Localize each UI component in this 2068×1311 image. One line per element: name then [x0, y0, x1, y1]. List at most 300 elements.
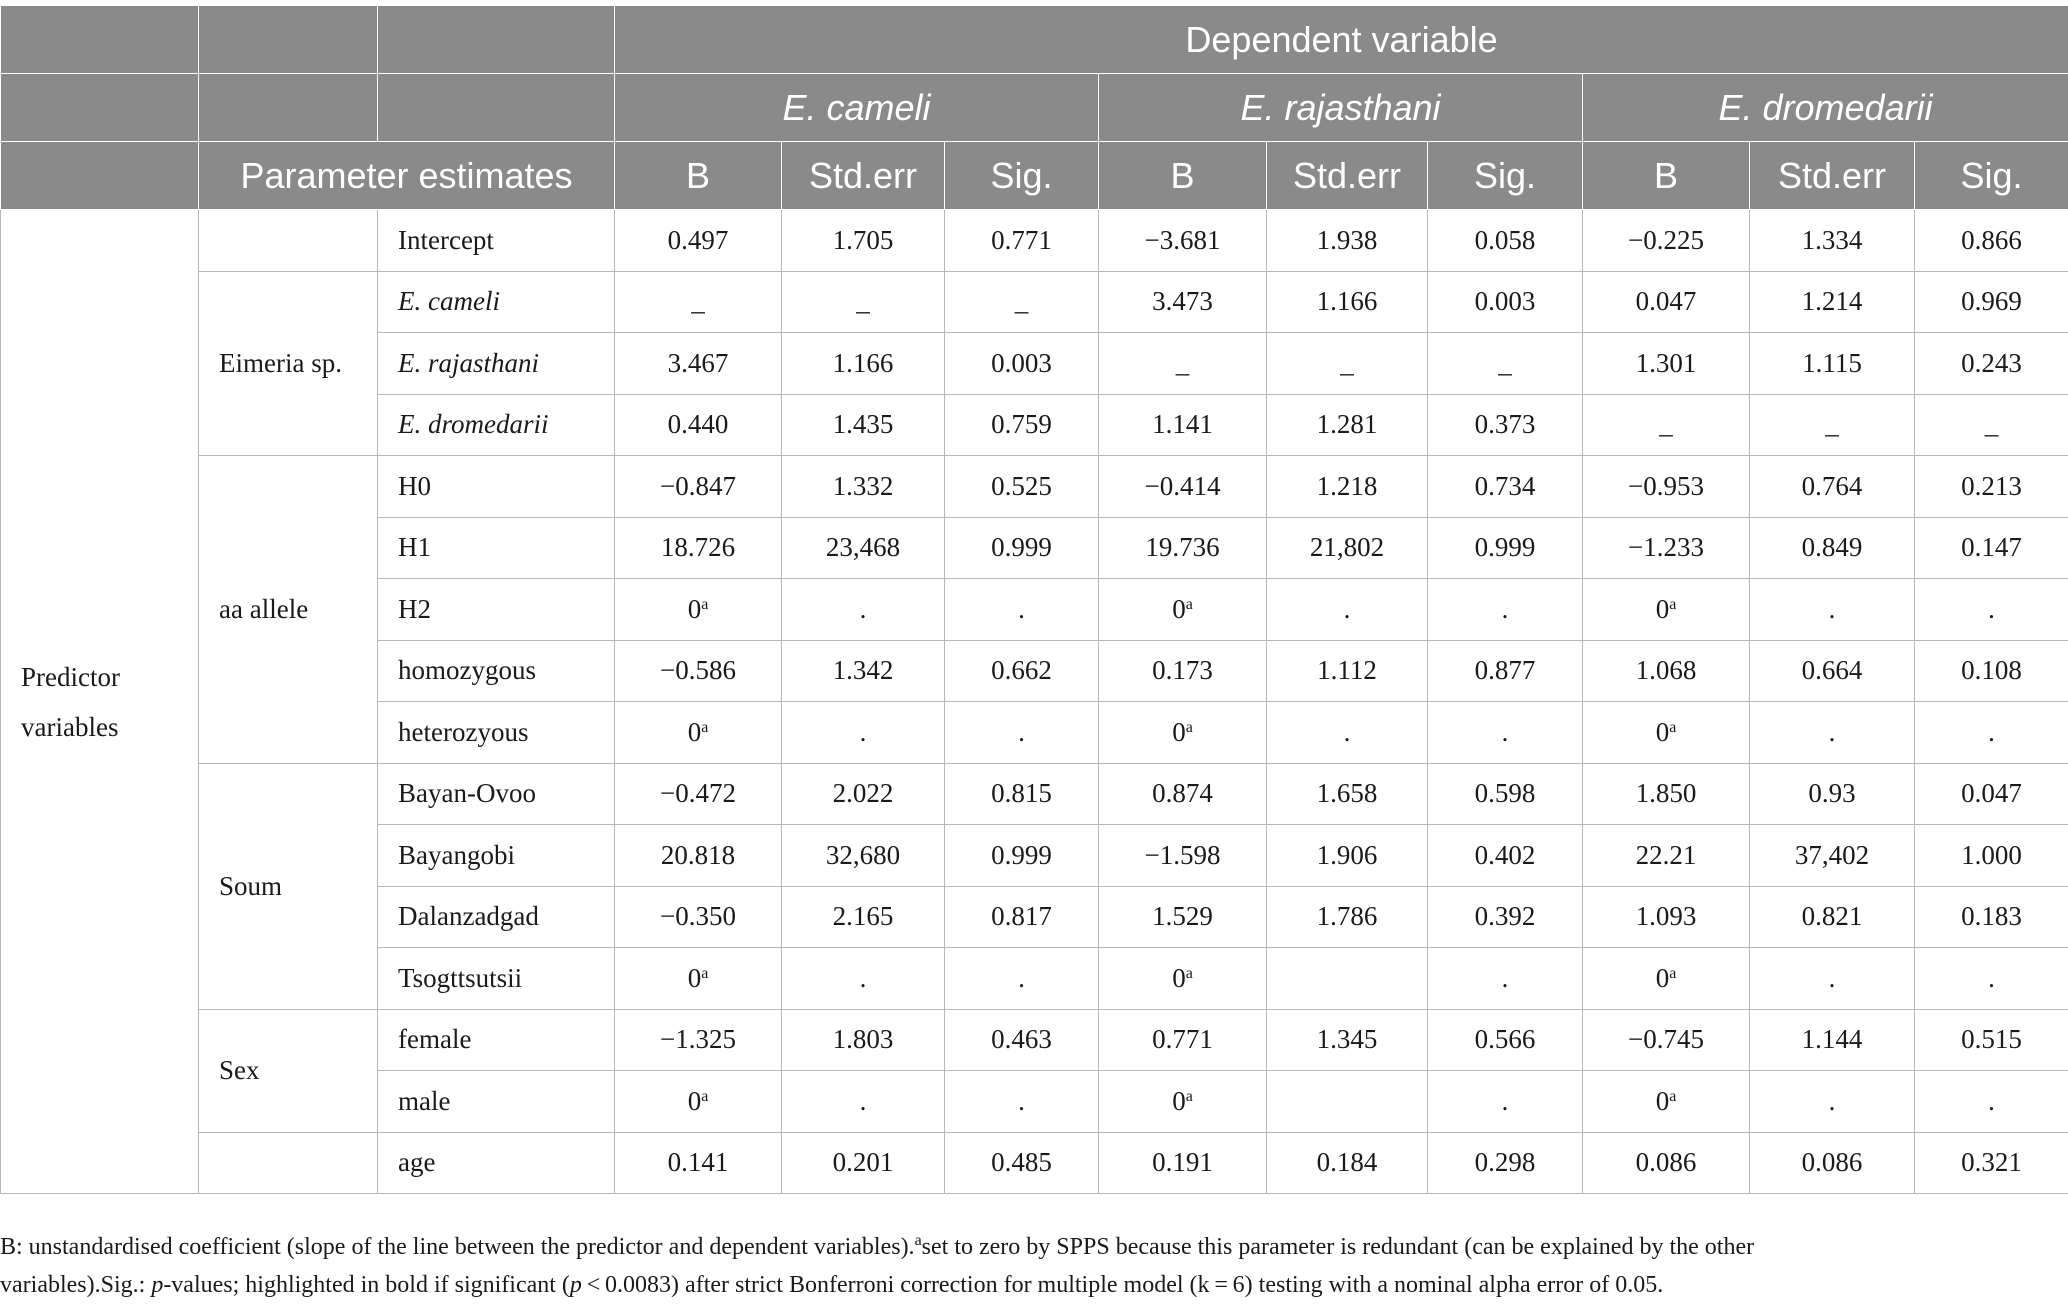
value-cell — [1583, 579, 1750, 641]
value-cell — [1583, 825, 1750, 887]
table-body — [1, 210, 2068, 1194]
cell-value: 0.771 — [991, 224, 1052, 255]
value-cell — [1099, 579, 1267, 641]
superscript-a: a — [1669, 964, 1677, 982]
cell-value: 0.999 — [991, 839, 1052, 870]
cell-value: 19.736 — [1145, 532, 1220, 563]
footnote-text: < 0.0083) after strict Bonferroni correction for multiple model (k = 6) testing with a nominal alpha error of 0.05. — [581, 1272, 1664, 1298]
superscript-a: a — [1669, 595, 1677, 613]
value-cell — [1583, 640, 1750, 702]
cell-value: 0.815 — [991, 778, 1052, 809]
parameter-estimates-table — [0, 5, 2068, 1194]
row-label: age — [378, 1132, 615, 1194]
value-cell — [615, 333, 782, 395]
value-cell — [1267, 763, 1428, 825]
cell-value: _ — [1498, 347, 1512, 378]
value-cell — [1267, 948, 1428, 1010]
cell-value: −0.472 — [660, 778, 736, 809]
cell-value: _ — [1659, 409, 1673, 440]
cell-value: 1.658 — [1316, 778, 1378, 809]
cell-value: . — [1828, 1085, 1836, 1116]
cell-value: 37,402 — [1794, 839, 1870, 870]
table-row — [1, 1132, 2068, 1194]
cell-value: 1.938 — [1316, 224, 1378, 255]
value-cell — [1099, 271, 1267, 333]
cell-value: . — [1828, 962, 1836, 993]
value-cell — [1267, 640, 1428, 702]
cell-value: 0.243 — [1961, 347, 2022, 378]
table-row — [1, 1009, 2068, 1071]
cell-value: . — [1343, 716, 1351, 747]
cell-value: 0.108 — [1961, 655, 2022, 686]
value-cell — [945, 517, 1099, 579]
cell-value: 2.165 — [832, 901, 894, 932]
row-label: H1 — [378, 517, 615, 579]
row-label: Intercept — [378, 210, 615, 272]
value-cell — [782, 210, 945, 272]
cell-value: −1.233 — [1628, 532, 1704, 563]
value-cell — [1428, 640, 1583, 702]
value-cell — [945, 456, 1099, 518]
col-sig: Sig. — [945, 142, 1099, 210]
cell-value: 0.93 — [1808, 778, 1856, 809]
cell-value: 0.183 — [1961, 901, 2022, 932]
cell-value: 0.392 — [1474, 901, 1536, 932]
value-cell — [1915, 517, 2068, 579]
cell-value: 0.662 — [991, 655, 1052, 686]
value-cell — [1267, 702, 1428, 764]
value-cell — [1428, 825, 1583, 887]
cell-value: 0.373 — [1474, 409, 1536, 440]
value-cell — [1099, 517, 1267, 579]
cell-value: . — [1018, 1085, 1025, 1116]
table-row — [1, 210, 2068, 272]
value-cell — [1583, 886, 1750, 948]
row-label: heterozyous — [378, 702, 615, 764]
cell-value: 0 — [687, 1085, 702, 1116]
value-cell — [1583, 948, 1750, 1010]
value-cell — [1915, 271, 2068, 333]
value-cell — [1915, 886, 2068, 948]
cell-value: 0 — [687, 593, 702, 624]
cell-value: . — [1501, 593, 1509, 624]
parameter-estimates-header: Parameter estimates — [199, 142, 615, 210]
cell-value: −1.598 — [1144, 839, 1221, 870]
cell-value: 0 — [687, 962, 702, 993]
footnote-text: B: unstandardised coefficient (slope of the line between the predictor and dependent variables). — [0, 1234, 915, 1260]
value-cell — [1099, 1071, 1267, 1133]
value-cell — [1099, 886, 1267, 948]
value-cell — [615, 394, 782, 456]
cell-value: 1.803 — [832, 1024, 894, 1055]
value-cell — [1915, 456, 2068, 518]
table-footnote — [0, 1228, 2068, 1304]
value-cell — [945, 825, 1099, 887]
value-cell — [1915, 210, 2068, 272]
col-sig: Sig. — [1915, 142, 2068, 210]
value-cell — [945, 333, 1099, 395]
cell-value: . — [859, 1085, 867, 1116]
cell-value: 0 — [1172, 593, 1186, 624]
value-cell — [1915, 825, 2068, 887]
cell-value: 0.525 — [991, 470, 1052, 501]
value-cell — [1750, 210, 1915, 272]
cell-value: 1.141 — [1152, 409, 1213, 440]
value-cell — [1267, 825, 1428, 887]
value-cell — [1750, 1009, 1915, 1071]
value-cell — [615, 825, 782, 887]
cell-value: 0.058 — [1474, 224, 1536, 255]
row-label: Bayan-Ovoo — [378, 763, 615, 825]
cell-value: 0.764 — [1801, 470, 1863, 501]
value-cell — [1750, 271, 1915, 333]
superscript-a: a — [701, 595, 709, 613]
value-cell — [945, 948, 1099, 1010]
col-b: B — [615, 142, 782, 210]
superscript-a: a — [1669, 1087, 1677, 1105]
value-cell — [782, 333, 945, 395]
value-cell — [1267, 210, 1428, 272]
value-cell — [1583, 763, 1750, 825]
cell-value: 1.334 — [1801, 224, 1863, 255]
cell-value: . — [1988, 962, 1995, 993]
value-cell — [1428, 517, 1583, 579]
header-blank — [1, 6, 199, 74]
cell-value: 0.173 — [1152, 655, 1213, 686]
cell-value: 0.817 — [991, 901, 1052, 932]
value-cell — [615, 456, 782, 518]
cell-value: 1.705 — [832, 224, 894, 255]
cell-value: . — [1501, 962, 1509, 993]
superscript-a: a — [701, 964, 709, 982]
value-cell — [1267, 886, 1428, 948]
value-cell — [782, 1071, 945, 1133]
value-cell — [1428, 1132, 1583, 1194]
cell-value: 1.068 — [1635, 655, 1697, 686]
value-cell — [945, 579, 1099, 641]
value-cell — [615, 271, 782, 333]
value-cell — [1099, 640, 1267, 702]
row-label: H2 — [378, 579, 615, 641]
value-cell — [615, 1071, 782, 1133]
value-cell — [1099, 948, 1267, 1010]
value-cell — [1915, 579, 2068, 641]
row-label: male — [378, 1071, 615, 1133]
cell-value: 0.047 — [1961, 778, 2022, 809]
cell-value: 2.022 — [832, 778, 894, 809]
cell-value: . — [1988, 716, 1995, 747]
value-cell — [1267, 271, 1428, 333]
cell-value: 0.184 — [1316, 1147, 1378, 1178]
superscript-a: a — [701, 1087, 709, 1105]
cell-value: _ — [856, 286, 870, 317]
value-cell — [1750, 886, 1915, 948]
value-cell — [615, 886, 782, 948]
superscript-a: a — [1185, 595, 1193, 613]
cell-value: . — [859, 716, 867, 747]
value-cell — [782, 271, 945, 333]
cell-value: −0.350 — [660, 901, 736, 932]
value-cell — [1583, 1009, 1750, 1071]
cell-value: 23,468 — [825, 532, 901, 563]
value-cell — [615, 1009, 782, 1071]
cell-value: 0.321 — [1961, 1147, 2022, 1178]
cell-value: 0.598 — [1474, 778, 1536, 809]
cell-value: 1.435 — [832, 409, 894, 440]
cell-value: 0.402 — [1474, 839, 1536, 870]
cell-value: 0.047 — [1635, 286, 1697, 317]
value-cell — [782, 763, 945, 825]
cell-value: 1.115 — [1802, 347, 1862, 378]
value-cell — [1428, 763, 1583, 825]
value-cell — [1915, 702, 2068, 764]
value-cell — [1750, 517, 1915, 579]
value-cell — [1267, 333, 1428, 395]
cell-value: _ — [1984, 409, 1999, 440]
cell-value: 1.144 — [1801, 1024, 1863, 1055]
row-label: E. dromedarii — [378, 394, 615, 456]
cell-value: 3.467 — [667, 347, 729, 378]
cell-value: 18.726 — [660, 532, 736, 563]
cell-value: 0.440 — [667, 409, 729, 440]
col-std-err: Std.err — [1750, 142, 1915, 210]
value-cell — [1428, 394, 1583, 456]
cell-value: 1.281 — [1316, 409, 1378, 440]
value-cell — [945, 763, 1099, 825]
cell-value: 1.786 — [1316, 901, 1378, 932]
cell-value: −1.325 — [660, 1024, 736, 1055]
superscript-a: a — [1185, 718, 1193, 736]
header-blank — [1, 142, 199, 210]
group-label: aa allele — [199, 456, 378, 764]
cell-value: _ — [691, 286, 705, 317]
footnote-line-1 — [0, 1228, 2068, 1266]
header-row-dependent — [1, 6, 2068, 74]
cell-value: 0 — [1172, 962, 1186, 993]
cell-value: 0.485 — [991, 1147, 1052, 1178]
superscript-a: a — [1185, 1087, 1193, 1105]
cell-value: 20.818 — [660, 839, 736, 870]
col-std-err: Std.err — [782, 142, 945, 210]
cell-value: . — [859, 962, 867, 993]
footnote-text: set to zero by SPPS because this parameter is redundant (can be explained by the other — [921, 1234, 1755, 1260]
cell-value: 0.213 — [1961, 470, 2022, 501]
value-cell — [1428, 333, 1583, 395]
cell-value: −0.847 — [660, 470, 736, 501]
value-cell — [1750, 640, 1915, 702]
cell-value: 0.999 — [991, 532, 1052, 563]
parasite-header-dromedarii: E. dromedarii — [1583, 74, 2068, 142]
header-blank — [199, 6, 378, 74]
cell-value: . — [1343, 593, 1351, 624]
value-cell — [1099, 210, 1267, 272]
cell-value: −0.225 — [1628, 224, 1704, 255]
value-cell — [1583, 271, 1750, 333]
cell-value: 0 — [1655, 716, 1670, 747]
value-cell — [782, 1132, 945, 1194]
value-cell — [945, 210, 1099, 272]
col-b: B — [1583, 142, 1750, 210]
cell-value: 0.003 — [991, 347, 1052, 378]
value-cell — [615, 702, 782, 764]
cell-value: 0.201 — [832, 1147, 894, 1178]
cell-value: 0 — [1655, 962, 1670, 993]
value-cell — [782, 394, 945, 456]
cell-value: _ — [1340, 347, 1354, 378]
value-cell — [782, 825, 945, 887]
value-cell — [1099, 1009, 1267, 1071]
value-cell — [782, 640, 945, 702]
cell-value: 0.086 — [1635, 1147, 1697, 1178]
value-cell — [1750, 763, 1915, 825]
value-cell — [1428, 702, 1583, 764]
value-cell — [782, 948, 945, 1010]
row-label: E. rajasthani — [378, 333, 615, 395]
value-cell — [1750, 948, 1915, 1010]
value-cell — [1915, 1071, 2068, 1133]
cell-value: 1.906 — [1316, 839, 1378, 870]
value-cell — [1583, 1132, 1750, 1194]
cell-value: . — [1018, 962, 1025, 993]
value-cell — [945, 1132, 1099, 1194]
value-cell — [1750, 1132, 1915, 1194]
cell-value: 1.342 — [832, 655, 894, 686]
value-cell — [1428, 456, 1583, 518]
cell-value: 0.734 — [1474, 470, 1536, 501]
value-cell — [1267, 394, 1428, 456]
cell-value: _ — [1014, 286, 1029, 317]
cell-value: −0.745 — [1628, 1024, 1704, 1055]
value-cell — [1267, 1132, 1428, 1194]
cell-value: 0.821 — [1801, 901, 1863, 932]
value-cell — [782, 456, 945, 518]
cell-value: 0 — [1172, 716, 1186, 747]
value-cell — [1267, 1071, 1428, 1133]
cell-value: 21,802 — [1309, 532, 1385, 563]
value-cell — [615, 210, 782, 272]
cell-value: . — [859, 593, 867, 624]
value-cell — [1428, 1071, 1583, 1133]
value-cell — [1915, 640, 2068, 702]
cell-value: 1.529 — [1152, 901, 1213, 932]
value-cell — [782, 517, 945, 579]
value-cell — [1428, 948, 1583, 1010]
value-cell — [945, 1071, 1099, 1133]
value-cell — [1750, 825, 1915, 887]
dependent-variable-header: Dependent variable — [615, 6, 2068, 74]
cell-value: 0.566 — [1474, 1024, 1536, 1055]
value-cell — [1099, 1132, 1267, 1194]
footnote-p: p — [151, 1272, 164, 1298]
cell-value: . — [1018, 593, 1025, 624]
value-cell — [1428, 1009, 1583, 1071]
value-cell — [615, 640, 782, 702]
value-cell — [945, 271, 1099, 333]
value-cell — [1267, 517, 1428, 579]
cell-value: −0.953 — [1628, 470, 1704, 501]
value-cell — [782, 1009, 945, 1071]
value-cell — [1099, 763, 1267, 825]
value-cell — [1583, 1071, 1750, 1133]
group-label — [199, 1132, 378, 1194]
row-label: H0 — [378, 456, 615, 518]
cell-value: . — [1988, 1085, 1995, 1116]
footnote-sup: a — [914, 1232, 922, 1249]
superscript-a: a — [701, 718, 709, 736]
value-cell — [1750, 333, 1915, 395]
cell-value: 0.771 — [1152, 1024, 1213, 1055]
cell-value: 0.874 — [1152, 778, 1213, 809]
parasite-header-rajasthani: E. rajasthani — [1099, 74, 1583, 142]
value-cell — [1428, 210, 1583, 272]
cell-value: . — [1828, 593, 1836, 624]
cell-value: . — [1018, 716, 1025, 747]
row-label: Tsogttsutsii — [378, 948, 615, 1010]
table-row — [1, 271, 2068, 333]
header-blank — [1, 74, 199, 142]
value-cell — [1583, 333, 1750, 395]
cell-value: 0 — [687, 716, 702, 747]
cell-value: . — [1501, 1085, 1509, 1116]
value-cell — [1267, 456, 1428, 518]
cell-value: 1.332 — [832, 470, 894, 501]
header-blank — [378, 74, 615, 142]
row-label: E. cameli — [378, 271, 615, 333]
cell-value: 0.999 — [1474, 532, 1536, 563]
value-cell — [615, 763, 782, 825]
value-cell — [1267, 579, 1428, 641]
value-cell — [615, 948, 782, 1010]
value-cell — [945, 702, 1099, 764]
cell-value: 1.166 — [832, 347, 894, 378]
footnote-p: p — [569, 1272, 582, 1298]
cell-value: 1.301 — [1635, 347, 1697, 378]
cell-value: _ — [1825, 409, 1839, 440]
value-cell — [1428, 271, 1583, 333]
value-cell — [1915, 763, 2068, 825]
row-label: Dalanzadgad — [378, 886, 615, 948]
footnote-text: variables).Sig.: — [0, 1272, 152, 1298]
cell-value: 0 — [1655, 1085, 1670, 1116]
cell-value: . — [1828, 716, 1836, 747]
value-cell — [1583, 702, 1750, 764]
col-std-err: Std.err — [1267, 142, 1428, 210]
cell-value: 1.000 — [1961, 839, 2022, 870]
cell-value: 0.969 — [1961, 286, 2022, 317]
col-b: B — [1099, 142, 1267, 210]
table-row — [1, 456, 2068, 518]
group-label: Sex — [199, 1009, 378, 1132]
cell-value: −3.681 — [1144, 224, 1221, 255]
value-cell — [945, 394, 1099, 456]
group-label — [199, 210, 378, 272]
value-cell — [1915, 333, 2068, 395]
cell-value: . — [1501, 716, 1509, 747]
value-cell — [615, 517, 782, 579]
cell-value: 32,680 — [825, 839, 901, 870]
cell-value: _ — [1175, 347, 1190, 378]
value-cell — [782, 886, 945, 948]
cell-value: 0.664 — [1801, 655, 1863, 686]
cell-value: 0 — [1655, 593, 1670, 624]
superscript-a: a — [1185, 964, 1193, 982]
value-cell — [1267, 1009, 1428, 1071]
col-sig: Sig. — [1428, 142, 1583, 210]
cell-value: 0 — [1172, 1085, 1186, 1116]
cell-value: 0.759 — [991, 409, 1052, 440]
header-row-columns — [1, 142, 2068, 210]
cell-value: 0.147 — [1961, 532, 2022, 563]
